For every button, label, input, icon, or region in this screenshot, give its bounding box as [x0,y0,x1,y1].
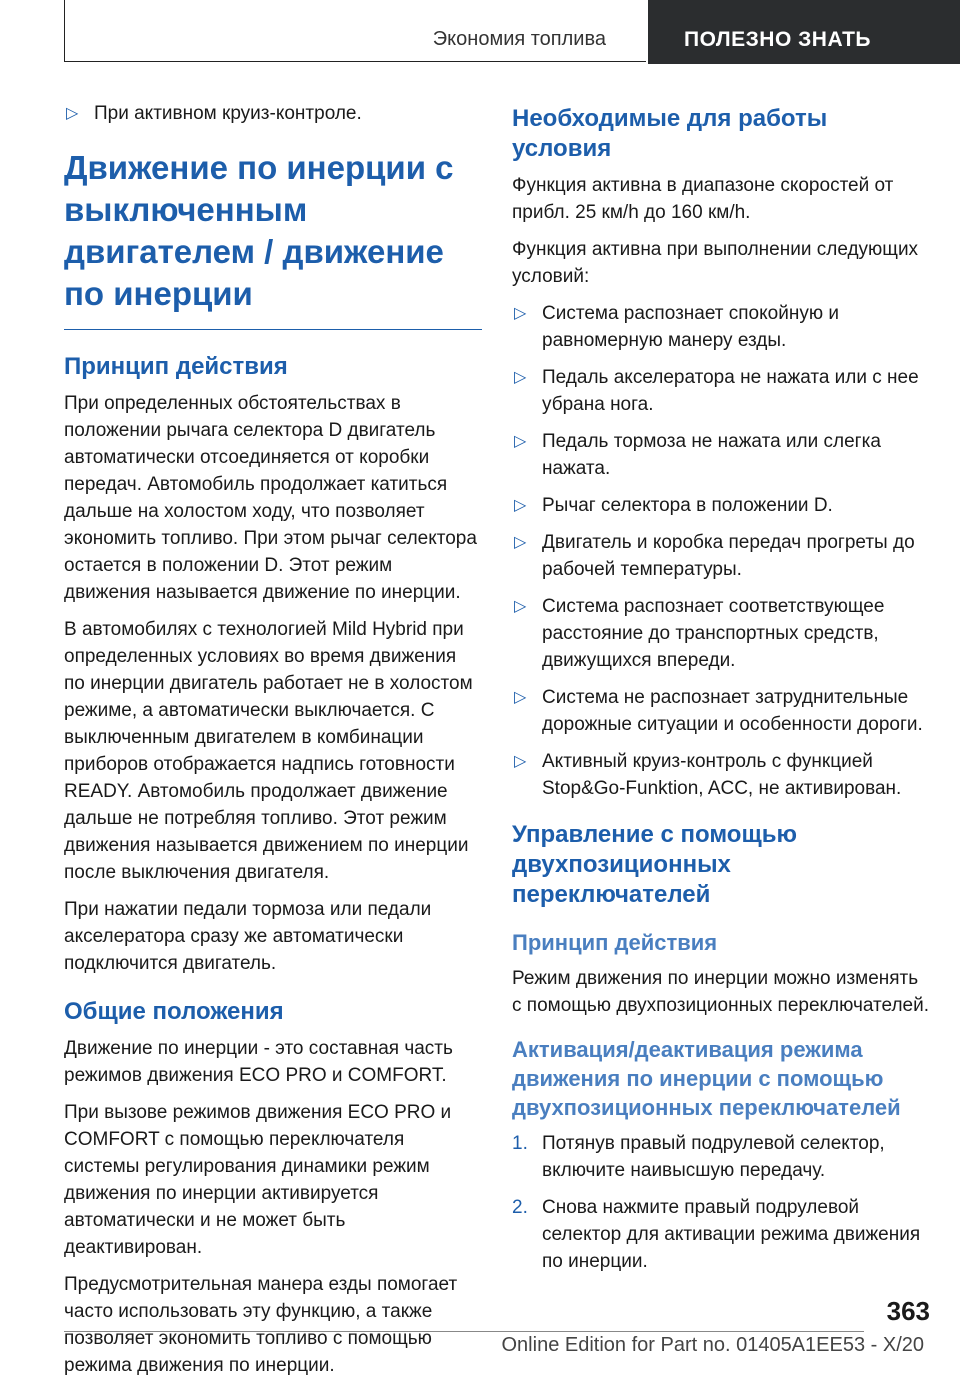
list-item-text: Активный круиз-контроль с функцией Stop&Go-Funktion, ACC, не активирован. [542,751,902,799]
chapter-tab-label: ПОЛЕЗНО ЗНАТЬ [684,28,871,51]
chapter-tab[interactable] [648,0,960,64]
list-item [512,529,930,583]
step-number: 2. [512,1197,528,1218]
list-item-text: При активном круиз-контроле. [94,103,362,124]
divider [64,329,482,330]
list-item [512,748,930,802]
list-item [64,100,482,127]
paragraph: В автомобилях с технологией Mild Hybrid при определенных условиях во время движения по инерции двигатель работает не в холостом режиме, а автоматически выключается. С выключенным двигателем в комбинации приборов отображается надпись готовности READY. Автомобиль продолжает движение дальше не потребляя топливо. Этот режим движения называется движением по инерции после выключения двигателя. [64,619,473,883]
page-number: 363 [886,1296,930,1326]
triangle-bullet-icon: ▷ [514,534,527,551]
footer-edition: Online Edition for Part no. 01405A1EE53 - X/20 [501,1334,924,1356]
list-item [512,428,930,482]
step-item [512,1130,930,1184]
list-item-text: Рычаг селектора в положении D. [542,495,833,516]
triangle-bullet-icon: ▷ [514,689,527,706]
right-column [512,100,930,1285]
footer-divider [64,1331,864,1332]
list-item-text: Педаль тормоза не нажата или слегка нажата. [542,431,881,479]
paragraph: Функция активна в диапазоне скоростей от прибл. 25 км/h до 160 км/h. [512,175,894,223]
list-item-text: Система распознает спокойную и равномерную манеру езды. [542,303,839,351]
paragraph: Функция активна при выполнении следующих условий: [512,239,919,287]
list-item [512,684,930,738]
step-number: 1. [512,1133,528,1154]
list-item [512,364,930,418]
triangle-bullet-icon: ▷ [514,598,527,615]
triangle-bullet-icon: ▷ [514,433,527,450]
heading-conditions: Необходимые для работы условия [512,105,828,162]
list-item-text: Двигатель и коробка передач прогреты до рабочей температуры. [542,532,915,580]
triangle-bullet-icon: ▷ [514,497,527,514]
paragraph: Режим движения по инерции можно изменять с помощью двухпозиционных переключателей. [512,968,929,1016]
step-item [512,1194,930,1275]
list-item-text: Педаль акселератора не нажата или с нее убрана нога. [542,367,919,415]
list-item [512,593,930,674]
heading-activation: Активация/деактивация режима движения по инерции с помощью двухпозиционных переключателей [512,1037,901,1120]
section-tab-label: Экономия топлива [432,28,606,50]
step-text: Снова нажмите правый подрулевой селектор для активации режима движения по инерции. [542,1197,921,1272]
paragraph: Движение по инерции - это составная часть режимов движения ECO PRO и COMFORT. [64,1038,453,1086]
list-item-text: Система не распознает затруднительные дорожные ситуации и особенности дороги. [542,687,923,735]
heading-control: Управление с помощью двухпозиционных переключателей [512,821,797,908]
list-item [512,300,930,354]
section-tab[interactable] [64,0,646,62]
paragraph: Предусмотрительная манера езды помогает часто использовать эту функцию, а также позволяет экономить топливо с помощью режима движения по инерции. [64,1274,458,1376]
triangle-bullet-icon: ▷ [514,369,527,386]
conditions-list [512,300,930,802]
paragraph: При вызове режимов движения ECO PRO и COMFORT с помощью переключателя системы регулирования динамики режим движения по инерции активируется автоматически и не может быть деактивирован. [64,1102,452,1258]
paragraph: При определенных обстоятельствах в положении рычага селектора D двигатель автоматически отсоединяется от коробки передач. Автомобиль продолжает катиться дальше на холостом ходу, что позволяет экономить топливо. При этом рычаг селектора остается в положении D. Этот режим движения называется движение по инерции. [64,393,477,603]
heading-general: Общие положения [64,998,284,1025]
section-title: Движение по инерции с выключенным двигателем / движение по инерции [64,149,454,312]
step-text: Потянув правый подрулевой селектор, включите наивысшую передачу. [542,1133,885,1181]
triangle-bullet-icon: ▷ [66,105,79,122]
list-item [512,492,930,519]
paragraph: При нажатии педали тормоза или педали акселератора сразу же автоматически подключится двигатель. [64,899,432,974]
list-item-text: Система распознает соответствующее расстояние до транспортных средств, движущихся впереди. [542,596,885,671]
triangle-bullet-icon: ▷ [514,753,527,770]
heading-principle: Принцип действия [64,353,288,380]
left-column [64,100,482,1389]
heading-control-principle: Принцип действия [512,930,718,955]
page-header [64,0,960,64]
triangle-bullet-icon: ▷ [514,305,527,322]
